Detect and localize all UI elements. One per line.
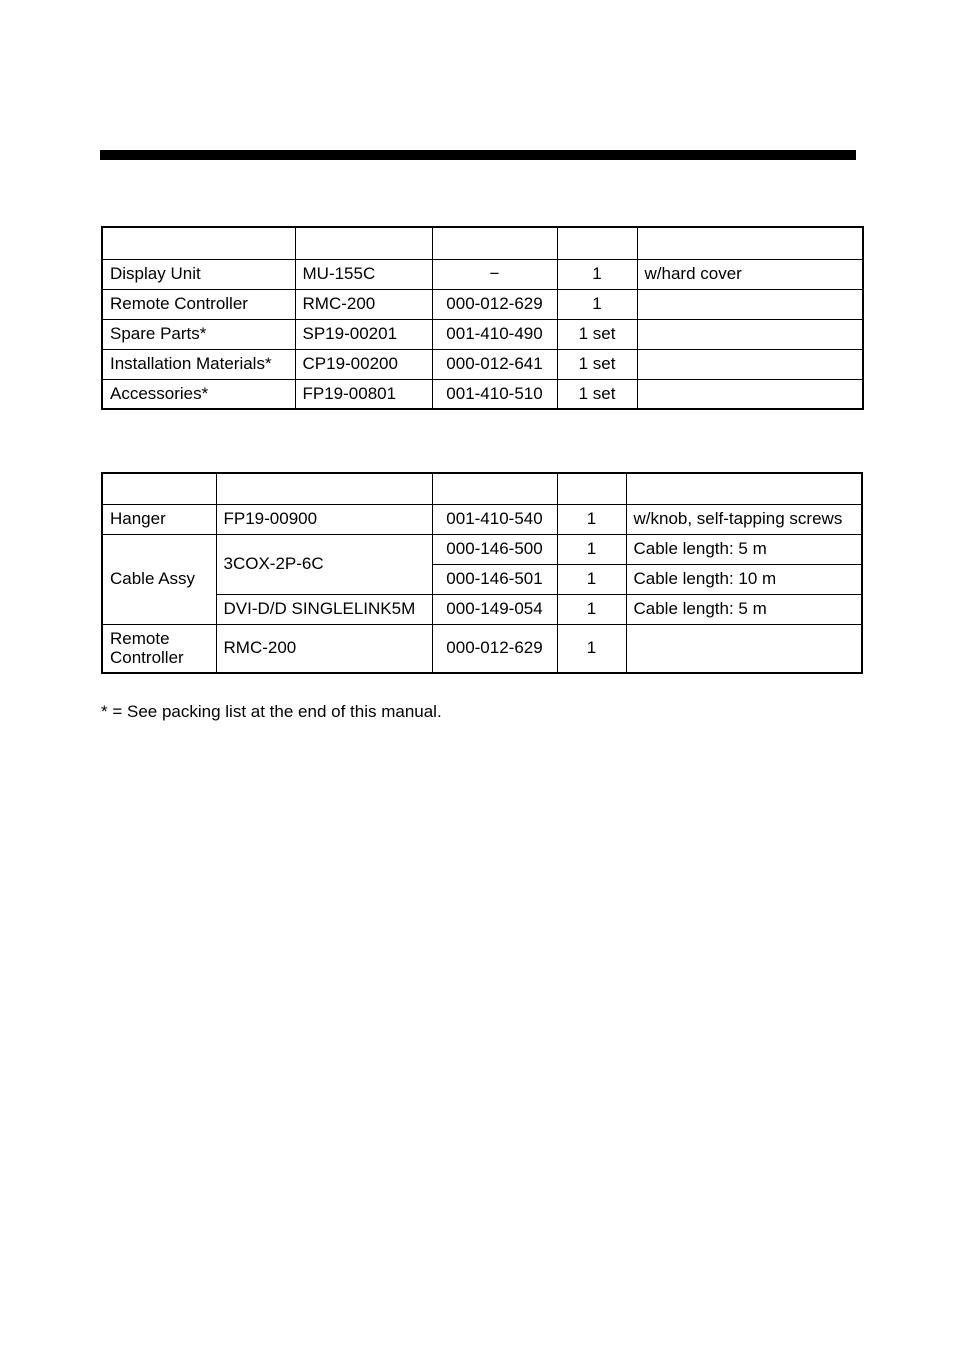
qty-cell: 1 bbox=[557, 564, 626, 594]
name-cell: Cable Assy bbox=[102, 534, 216, 624]
header-cell bbox=[216, 473, 432, 504]
remarks-cell bbox=[626, 624, 862, 673]
qty-cell: 1 set bbox=[557, 319, 637, 349]
name-cell: Spare Parts* bbox=[102, 319, 295, 349]
type-cell: 3COX-2P-6C bbox=[216, 534, 432, 594]
name-line: Controller bbox=[110, 648, 184, 668]
table-header-row bbox=[102, 227, 863, 259]
code-cell: 000-149-054 bbox=[432, 594, 557, 624]
type-cell: CP19-00200 bbox=[295, 349, 432, 379]
name-cell: Hanger bbox=[102, 504, 216, 534]
code-cell: 000-012-641 bbox=[432, 349, 557, 379]
header-cell bbox=[557, 227, 637, 259]
name-cell: Installation Materials* bbox=[102, 349, 295, 379]
header-cell bbox=[102, 227, 295, 259]
qty-cell: 1 bbox=[557, 594, 626, 624]
type-cell: RMC-200 bbox=[295, 289, 432, 319]
remarks-cell: w/knob, self-tapping screws bbox=[626, 504, 862, 534]
remarks-cell bbox=[637, 379, 863, 409]
table-row bbox=[102, 289, 863, 319]
type-cell: FP19-00801 bbox=[295, 379, 432, 409]
table-row bbox=[102, 504, 862, 534]
name-cell: Accessories* bbox=[102, 379, 295, 409]
name-cell: Remote Controller bbox=[102, 289, 295, 319]
remarks-cell bbox=[637, 349, 863, 379]
header-cell bbox=[432, 473, 557, 504]
qty-cell: 1 bbox=[557, 289, 637, 319]
table-row bbox=[102, 319, 863, 349]
type-cell: SP19-00201 bbox=[295, 319, 432, 349]
code-cell: 001-410-490 bbox=[432, 319, 557, 349]
remarks-cell: Cable length: 10 m bbox=[626, 564, 862, 594]
qty-cell: 1 bbox=[557, 534, 626, 564]
type-cell: RMC-200 bbox=[216, 624, 432, 673]
remarks-cell: w/hard cover bbox=[637, 259, 863, 289]
remarks-cell: Cable length: 5 m bbox=[626, 534, 862, 564]
table-row bbox=[102, 379, 863, 409]
name-line: Remote bbox=[110, 628, 170, 648]
table-header-row bbox=[102, 473, 862, 504]
code-cell: 000-146-500 bbox=[432, 534, 557, 564]
header-cell bbox=[432, 227, 557, 259]
code-cell: 001-410-510 bbox=[432, 379, 557, 409]
type-cell: MU-155C bbox=[295, 259, 432, 289]
header-cell bbox=[295, 227, 432, 259]
table-row bbox=[102, 534, 862, 564]
qty-cell: 1 set bbox=[557, 379, 637, 409]
table-row bbox=[102, 624, 862, 673]
optional-supply-table bbox=[101, 472, 863, 674]
qty-cell: 1 bbox=[557, 504, 626, 534]
name-cell bbox=[102, 624, 216, 673]
table-row bbox=[102, 349, 863, 379]
code-cell: 000-146-501 bbox=[432, 564, 557, 594]
type-cell: FP19-00900 bbox=[216, 504, 432, 534]
header-cell bbox=[637, 227, 863, 259]
footnote: * = See packing list at the end of this manual. bbox=[101, 702, 442, 721]
remarks-cell: Cable length: 5 m bbox=[626, 594, 862, 624]
code-cell: 000-012-629 bbox=[432, 624, 557, 673]
name-cell: Display Unit bbox=[102, 259, 295, 289]
header-cell bbox=[626, 473, 862, 504]
type-cell: DVI-D/D SINGLELINK5M bbox=[216, 594, 432, 624]
qty-cell: 1 set bbox=[557, 349, 637, 379]
table-row bbox=[102, 259, 863, 289]
code-cell: 001-410-540 bbox=[432, 504, 557, 534]
remarks-cell bbox=[637, 289, 863, 319]
header-cell bbox=[102, 473, 216, 504]
header-cell bbox=[557, 473, 626, 504]
qty-cell: 1 bbox=[557, 259, 637, 289]
section-title-bar bbox=[100, 150, 856, 160]
qty-cell: 1 bbox=[557, 624, 626, 673]
standard-supply-table bbox=[101, 226, 864, 410]
code-cell: − bbox=[432, 259, 557, 289]
code-cell: 000-012-629 bbox=[432, 289, 557, 319]
table-row bbox=[102, 594, 862, 624]
remarks-cell bbox=[637, 319, 863, 349]
